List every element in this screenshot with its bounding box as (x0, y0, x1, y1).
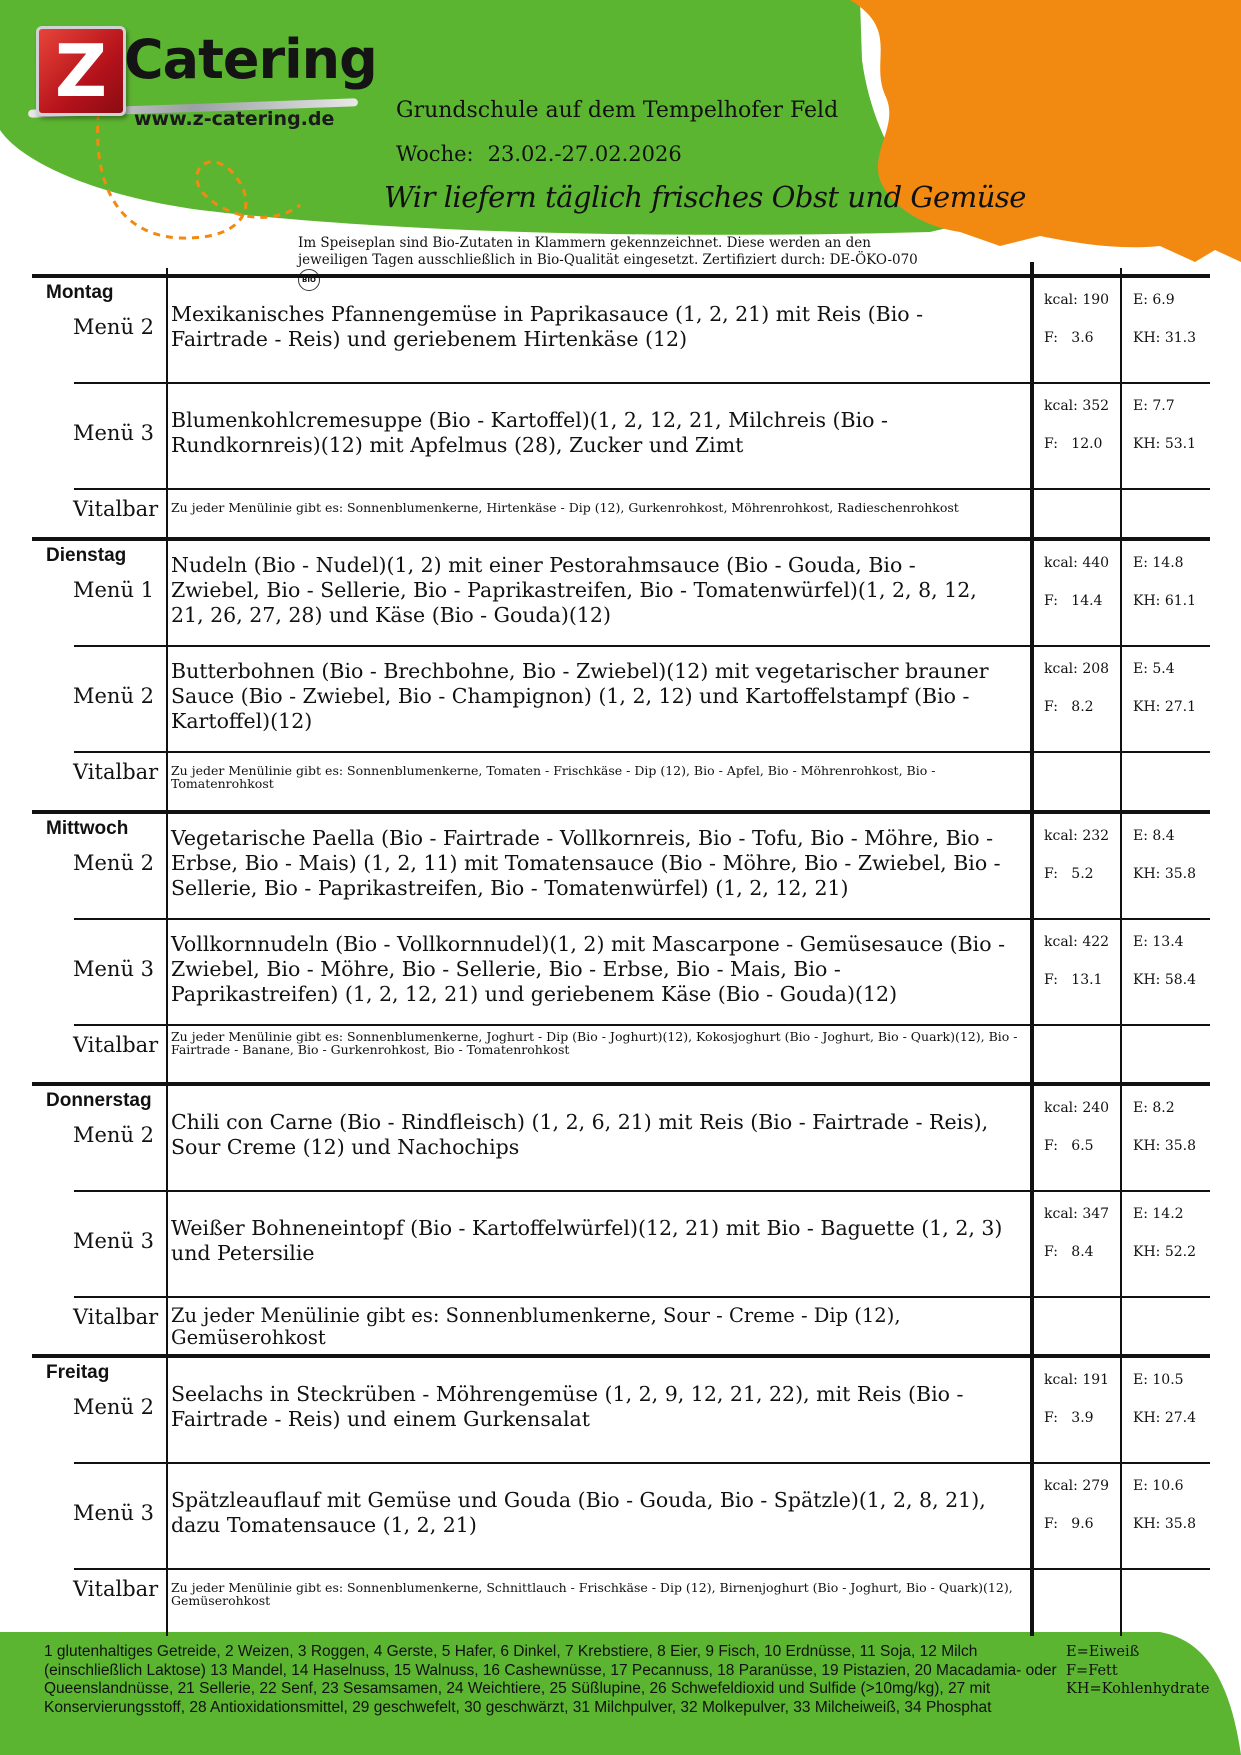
fat-value: F: 14.4 (1044, 593, 1103, 609)
bio-seal-icon: BIO (298, 269, 320, 291)
table-rule (32, 1354, 1210, 1358)
vitalbar-text: Zu jeder Menülinie gibt es: Sonnenblumenkerne, Sour - Creme - Dip (12), Gemüserohkost (171, 1304, 901, 1349)
protein-value: E: 10.6 (1133, 1478, 1184, 1494)
vitalbar-text: Zu jeder Menülinie gibt es: Sonnenblumenkerne, Joghurt - Dip (Bio - Joghurt)(12), Kokosjoghurt (Bio - Joghurt, Bio - Quark)(12), Bio - Fairtrade - Banane, Bio - Gurkenrohkost, Bio - Tomatenrohkost (171, 1029, 1018, 1057)
table-rule (74, 645, 1210, 647)
nutrition-legend (1066, 1643, 1210, 1699)
kcal-value: kcal: 232 (1044, 828, 1110, 844)
table-rule (74, 918, 1210, 920)
table-rule (74, 1296, 1210, 1298)
fat-value: F: 5.2 (1044, 866, 1094, 882)
allergen-legend: 1 glutenhaltiges Getreide, 2 Weizen, 3 Roggen, 4 Gerste, 5 Hafer, 6 Dinkel, 7 Krebstiere, 8 Eier, 9 Fisch, 10 Erdnüsse, 11 Soja, 12 Milch (einschließlich Laktose) 13 Mandel, 14 Haselnuss, 15 Walnuss, 16 Cashewnüsse, 17 Pecannuss, 18 Paranüsse, 19 Pistazien, 20 Macadamia- oder Queenslandnüsse, 21 Sellerie, 22 Senf, 23 Sesamsamen, 24 Weichtiere, 25 Süßlupine, 26 Schwefeldioxid und Sulfide (>10mg/kg), 27 mit Konservierungsstoff, 28 Antioxidationsmittel, 29 geschwefelt, 30 geschwärzt, 31 Milchpulver, 32 Molkepulver, 33 Milcheiweiß, 34 Phosphat (44, 1643, 1057, 1716)
menu-label: Menü 2 (73, 1123, 155, 1147)
carbs-value: KH: 53.1 (1133, 436, 1197, 452)
protein-value: E: 14.8 (1133, 555, 1184, 571)
protein-value: E: 8.2 (1133, 1100, 1175, 1116)
fat-value: F: 3.9 (1044, 1410, 1094, 1426)
menu-label: Menü 3 (73, 1501, 155, 1525)
carbs-value: KH: 52.2 (1133, 1244, 1197, 1260)
vitalbar-text: Zu jeder Menülinie gibt es: Sonnenblumenkerne, Tomaten - Frischkäse - Dip (12), Bio - Apfel, Bio - Möhrenrohkost, Bio - Tomatenrohkost (171, 763, 936, 791)
kcal-value: kcal: 422 (1044, 934, 1110, 950)
dish-description: Blumenkohlcremesuppe (Bio - Kartoffel)(1, 2, 12, 21, Milchreis (Bio - Rundkornreis)(12) mit Apfelmus (28), Zucker und Zimt (171, 408, 888, 457)
slogan: Wir liefern täglich frisches Obst und Gemüse (384, 180, 1026, 214)
fat-value: F: 9.6 (1044, 1516, 1094, 1532)
dish-description: Spätzleauflauf mit Gemüse und Gouda (Bio - Gouda, Bio - Spätzle)(1, 2, 8, 21), dazu Tomatensauce (1, 2, 21) (171, 1488, 986, 1537)
dish-description: Vegetarische Paella (Bio - Fairtrade - Vollkornreis, Bio - Tofu, Bio - Möhre, Bio - Erbse, Bio - Mais) (1, 2, 11) mit Tomatensauce (Bio - Möhre, Bio - Zwiebel, Bio - Sellerie, Bio - Paprikastreifen, Bio - Tomatenwürfel) (1, 2, 12, 21) (171, 825, 1001, 900)
menu-label: Menü 2 (73, 315, 155, 339)
carbs-value: KH: 58.4 (1133, 972, 1197, 988)
week-range: 23.02.-27.02.2026 (487, 142, 682, 166)
table-rule (74, 1190, 1210, 1192)
carbs-value: KH: 35.8 (1133, 866, 1197, 882)
kcal-value: kcal: 279 (1044, 1478, 1110, 1494)
fat-value: F: 8.2 (1044, 699, 1094, 715)
brand-url[interactable]: www.z-catering.de (134, 108, 335, 130)
fat-value: F: 8.4 (1044, 1244, 1094, 1260)
legend-kohlenhydrate: KH=Kohlenhydrate (1066, 1681, 1210, 1697)
kcal-value: kcal: 440 (1044, 555, 1110, 571)
vitalbar-label: Vitalbar (73, 1033, 159, 1057)
week-line (396, 142, 682, 166)
kcal-value: kcal: 347 (1044, 1206, 1110, 1222)
dish-description: Butterbohnen (Bio - Brechbohne, Bio - Zwiebel)(12) mit vegetarischer brauner Sauce (Bio - Zwiebel, Bio - Champignon) (1, 2, 12) und Kartoffelstampf (Bio - Kartoffel)(12) (171, 658, 989, 733)
table-rule (32, 537, 1210, 541)
table-rule (74, 488, 1210, 490)
day-label-donnerstag: Donnerstag (46, 1090, 152, 1111)
vitalbar-label: Vitalbar (73, 760, 159, 784)
column-rule-nutrition (1030, 262, 1034, 1636)
legend-fett: F=Fett (1066, 1662, 1118, 1679)
table-rule (32, 274, 1210, 278)
bio-note-text: Im Speiseplan sind Bio-Zutaten in Klammern gekennzeichnet. Diese werden an den jeweiligen Tagen ausschließlich in Bio-Qualität eingesetzt. Zertifiziert durch: DE-ÖKO-070 (298, 235, 918, 268)
vitalbar-label: Vitalbar (73, 1577, 159, 1601)
dish-description: Chili con Carne (Bio - Rindfleisch) (1, 2, 6, 21) mit Reis (Bio - Fairtrade - Reis), Sour Creme (12) und Nachochips (171, 1110, 989, 1159)
vitalbar-text: Zu jeder Menülinie gibt es: Sonnenblumenkerne, Schnittlauch - Frischkäse - Dip (12), Birnenjoghurt (Bio - Joghurt, Bio - Quark)(12), Gemüserohkost (171, 1580, 1013, 1608)
menu-label: Menü 3 (73, 957, 155, 981)
fat-value: F: 3.6 (1044, 330, 1094, 346)
day-label-mittwoch: Mittwoch (46, 818, 129, 839)
column-rule-macros (1120, 268, 1122, 1636)
fat-value: F: 13.1 (1044, 972, 1103, 988)
carbs-value: KH: 35.8 (1133, 1138, 1197, 1154)
kcal-value: kcal: 190 (1044, 292, 1110, 308)
protein-value: E: 5.4 (1133, 661, 1175, 677)
menu-label: Menü 2 (73, 1395, 155, 1419)
menu-label: Menü 2 (73, 851, 155, 875)
table-rule (74, 1568, 1210, 1570)
kcal-value: kcal: 191 (1044, 1372, 1110, 1388)
protein-value: E: 6.9 (1133, 292, 1175, 308)
week-label: Woche: (396, 142, 474, 166)
menu-label: Menü 2 (73, 684, 155, 708)
table-rule (74, 382, 1210, 384)
table-rule (74, 751, 1210, 753)
day-label-montag: Montag (46, 282, 114, 303)
protein-value: E: 7.7 (1133, 398, 1175, 414)
dish-description: Seelachs in Steckrüben - Möhrengemüse (1, 2, 9, 12, 21, 22), mit Reis (Bio - Fairtrade - Reis) und einem Gurkensalat (171, 1382, 964, 1431)
vitalbar-label: Vitalbar (73, 497, 159, 521)
bio-note (298, 235, 938, 291)
table-rule (74, 1462, 1210, 1464)
menu-label: Menü 3 (73, 421, 155, 445)
day-label-freitag: Freitag (46, 1362, 110, 1383)
carbs-value: KH: 35.8 (1133, 1516, 1197, 1532)
fat-value: F: 6.5 (1044, 1138, 1094, 1154)
fat-value: F: 12.0 (1044, 436, 1103, 452)
table-rule (74, 1024, 1210, 1026)
carbs-value: KH: 27.4 (1133, 1410, 1197, 1426)
vitalbar-text: Zu jeder Menülinie gibt es: Sonnenblumenkerne, Hirtenkäse - Dip (12), Gurkenrohkost, Möhrenrohkost, Radieschenrohkost (171, 500, 959, 515)
column-rule-dish (166, 268, 168, 1636)
dish-description: Mexikanisches Pfannengemüse in Paprikasauce (1, 2, 21) mit Reis (Bio - Fairtrade - Reis) und geriebenem Hirtenkäse (12) (171, 302, 924, 351)
carbs-value: KH: 31.3 (1133, 330, 1197, 346)
table-rule (32, 810, 1210, 814)
kcal-value: kcal: 208 (1044, 661, 1110, 677)
dish-description: Nudeln (Bio - Nudel)(1, 2) mit einer Pestorahmsauce (Bio - Gouda, Bio - Zwiebel, Bio - Sellerie, Bio - Paprikastreifen, Bio - Tomatenwürfel)(1, 2, 8, 12, 21, 26, 27, 28) und Käse (Bio - Gouda)(12) (171, 552, 977, 627)
day-label-dienstag: Dienstag (46, 545, 127, 566)
school-name: Grundschule auf dem Tempelhofer Feld (396, 98, 839, 123)
menu-label: Menü 3 (73, 1229, 155, 1253)
protein-value: E: 10.5 (1133, 1372, 1184, 1388)
logo-wordmark: Catering (124, 28, 377, 91)
protein-value: E: 13.4 (1133, 934, 1184, 950)
table-rule (32, 1082, 1210, 1086)
protein-value: E: 8.4 (1133, 828, 1175, 844)
carbs-value: KH: 27.1 (1133, 699, 1197, 715)
dish-description: Vollkornnudeln (Bio - Vollkornnudel)(1, 2) mit Mascarpone - Gemüsesauce (Bio - Zwiebel, Bio - Möhre, Bio - Sellerie, Bio - Erbse, Bio - Mais, Bio - Paprikastreifen) (1, 2, 12, 21) und geriebenem Käse (Bio - Gouda)(12) (171, 931, 1006, 1006)
menu-label: Menü 1 (73, 578, 155, 602)
kcal-value: kcal: 352 (1044, 398, 1110, 414)
brand-logo[interactable] (28, 16, 377, 136)
protein-value: E: 14.2 (1133, 1206, 1184, 1222)
logo-z-mark: Z (36, 26, 126, 116)
dish-description: Weißer Bohneneintopf (Bio - Kartoffelwürfel)(12, 21) mit Bio - Baguette (1, 2, 3) und Petersilie (171, 1216, 1003, 1265)
legend-eiweiss: E=Eiweiß (1066, 1644, 1140, 1660)
vitalbar-label: Vitalbar (73, 1305, 159, 1329)
carbs-value: KH: 61.1 (1133, 593, 1197, 609)
kcal-value: kcal: 240 (1044, 1100, 1110, 1116)
